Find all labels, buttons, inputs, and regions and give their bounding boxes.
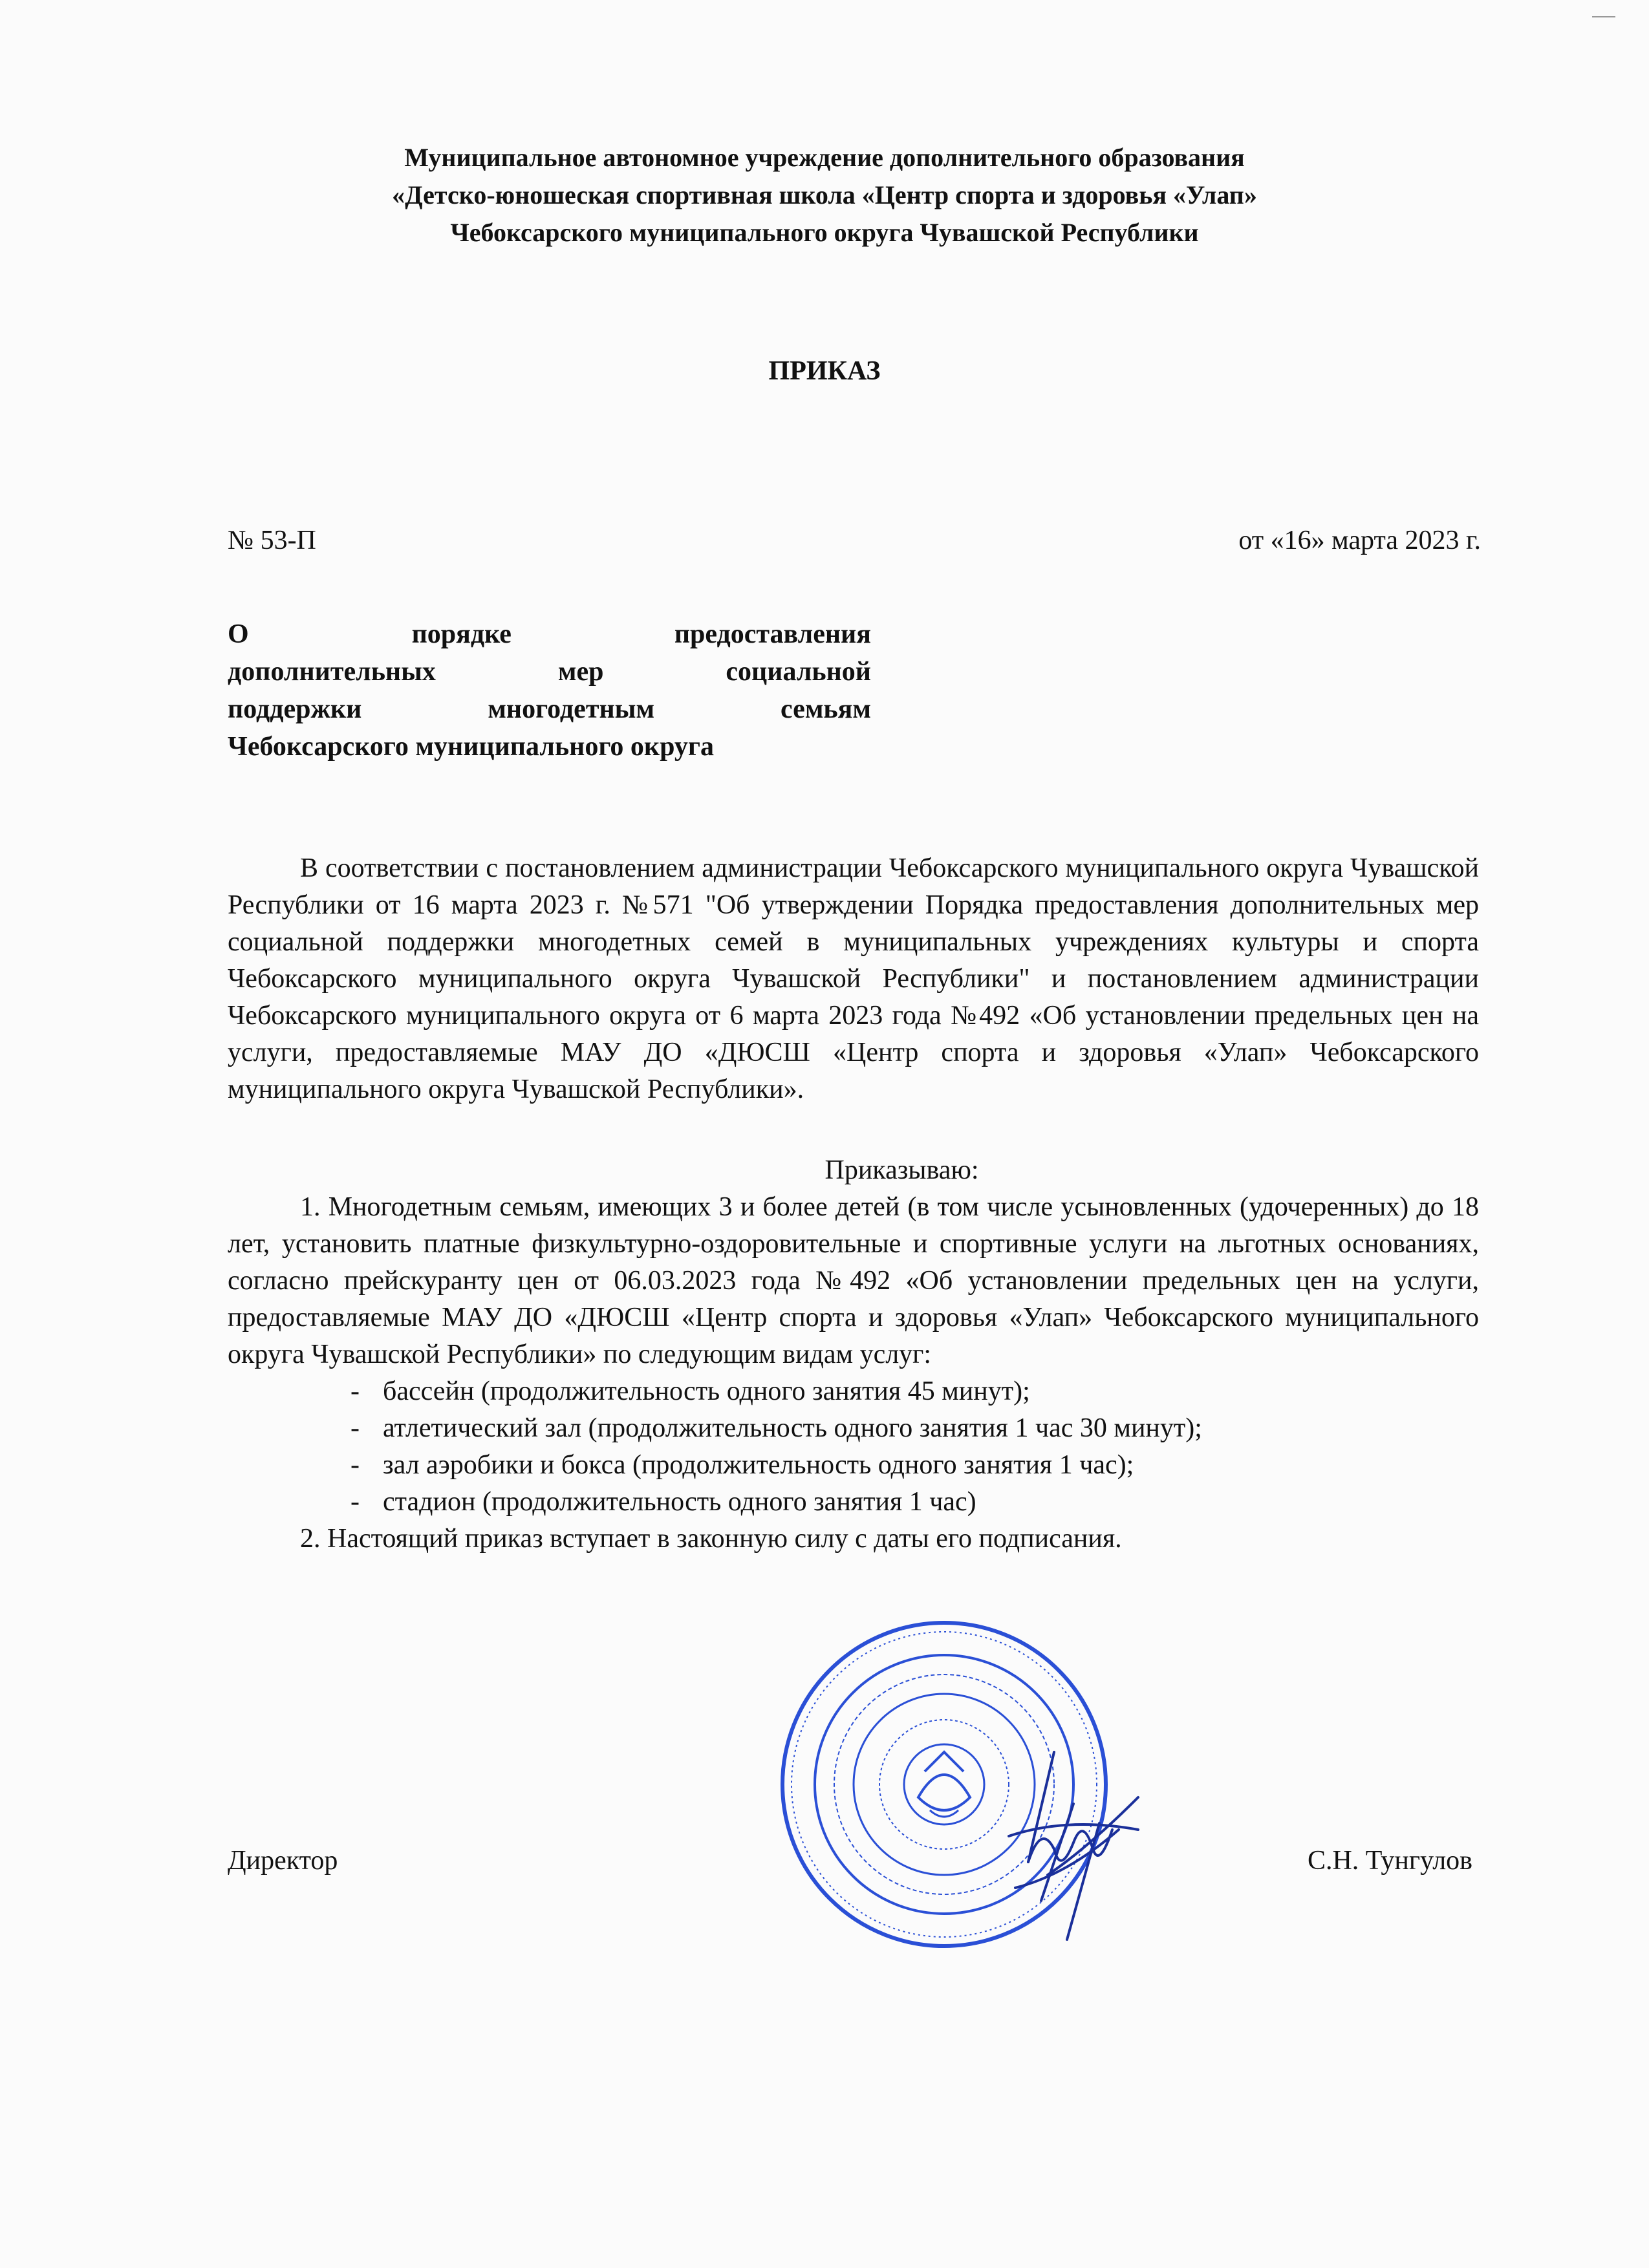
document-body <box>228 850 1479 1557</box>
document-title: ПРИКАЗ <box>768 356 881 386</box>
order-subject <box>228 615 871 765</box>
signer-name: С.Н. Тунгулов <box>1307 1846 1472 1876</box>
service-item: - атлетический зал (продолжительность одного занятия 1 час 30 минут); <box>350 1413 1202 1443</box>
subject-line-2: дополнительных мер социальной <box>228 657 871 687</box>
service-item: - бассейн (продолжительность одного занятия 45 минут); <box>350 1376 1030 1406</box>
header-line-2: «Детско-юношеская спортивная школа «Центр спорта и здоровья «Улап» <box>392 180 1257 209</box>
order-item-2: 2. Настоящий приказ вступает в законную силу с даты его подписания. <box>300 1524 1122 1554</box>
institution-header <box>194 139 1455 251</box>
corner-scan-mark <box>1591 13 1617 21</box>
service-item: - стадион (продолжительность одного занятия 1 час) <box>350 1487 976 1517</box>
subject-line-1: О порядке предоставления <box>228 619 871 649</box>
decree-word: Приказываю: <box>824 1155 979 1185</box>
director-label: Директор <box>228 1846 338 1876</box>
preamble-paragraph: В соответствии с постановлением администрации Чебоксарского муниципального округа Чувашской Республики от 16 марта 2023 г. №571 "Об утверждении Порядка предоставления дополнительных мер социальной поддержки многодетных семей в муниципальных учреждениях культуры и спорта Чебоксарского муниципального округа Чувашской Республики" и постановлением администрации Чебоксарского муниципального округа от 6 марта 2023 года №492 «Об установлении предельных цен на услуги, предоставляемые МАУ ДО «ДЮСШ «Центр спорта и здоровья «Улап» Чебоксарского муниципального округа Чувашской Республики». <box>228 853 1479 1104</box>
handwritten-signature-icon <box>970 1746 1164 1952</box>
subject-line-3: поддержки многодетным семьям <box>228 694 871 724</box>
order-date: от «16» марта 2023 г. <box>1238 526 1481 555</box>
header-line-1: Муниципальное автономное учреждение дополнительного образования <box>404 143 1245 172</box>
header-line-3: Чебоксарского муниципального округа Чувашской Республики <box>450 218 1199 247</box>
service-item: - зал аэробики и бокса (продолжительность одного занятия 1 час); <box>350 1450 1134 1480</box>
order-number: № 53-П <box>228 526 316 555</box>
subject-line-4: Чебоксарского муниципального округа <box>228 732 714 762</box>
order-item-1: 1. Многодетным семьям, имеющих 3 и более детей (в том числе усыновленных (удочеренных) до 18 лет, установить платные физкультурно-оздоровительные и спортивные услуги на льготных основаниях, согласно прейскуранту цен от 06.03.2023 года №492 «Об установлении предельных цен на услуги, предоставляемые МАУ ДО «ДЮСШ «Центр спорта и здоровья «Улап» Чебоксарского муниципального округа Чувашской Республики» по следующим видам услуг: <box>228 1192 1479 1369</box>
services-list <box>228 1373 1479 1521</box>
